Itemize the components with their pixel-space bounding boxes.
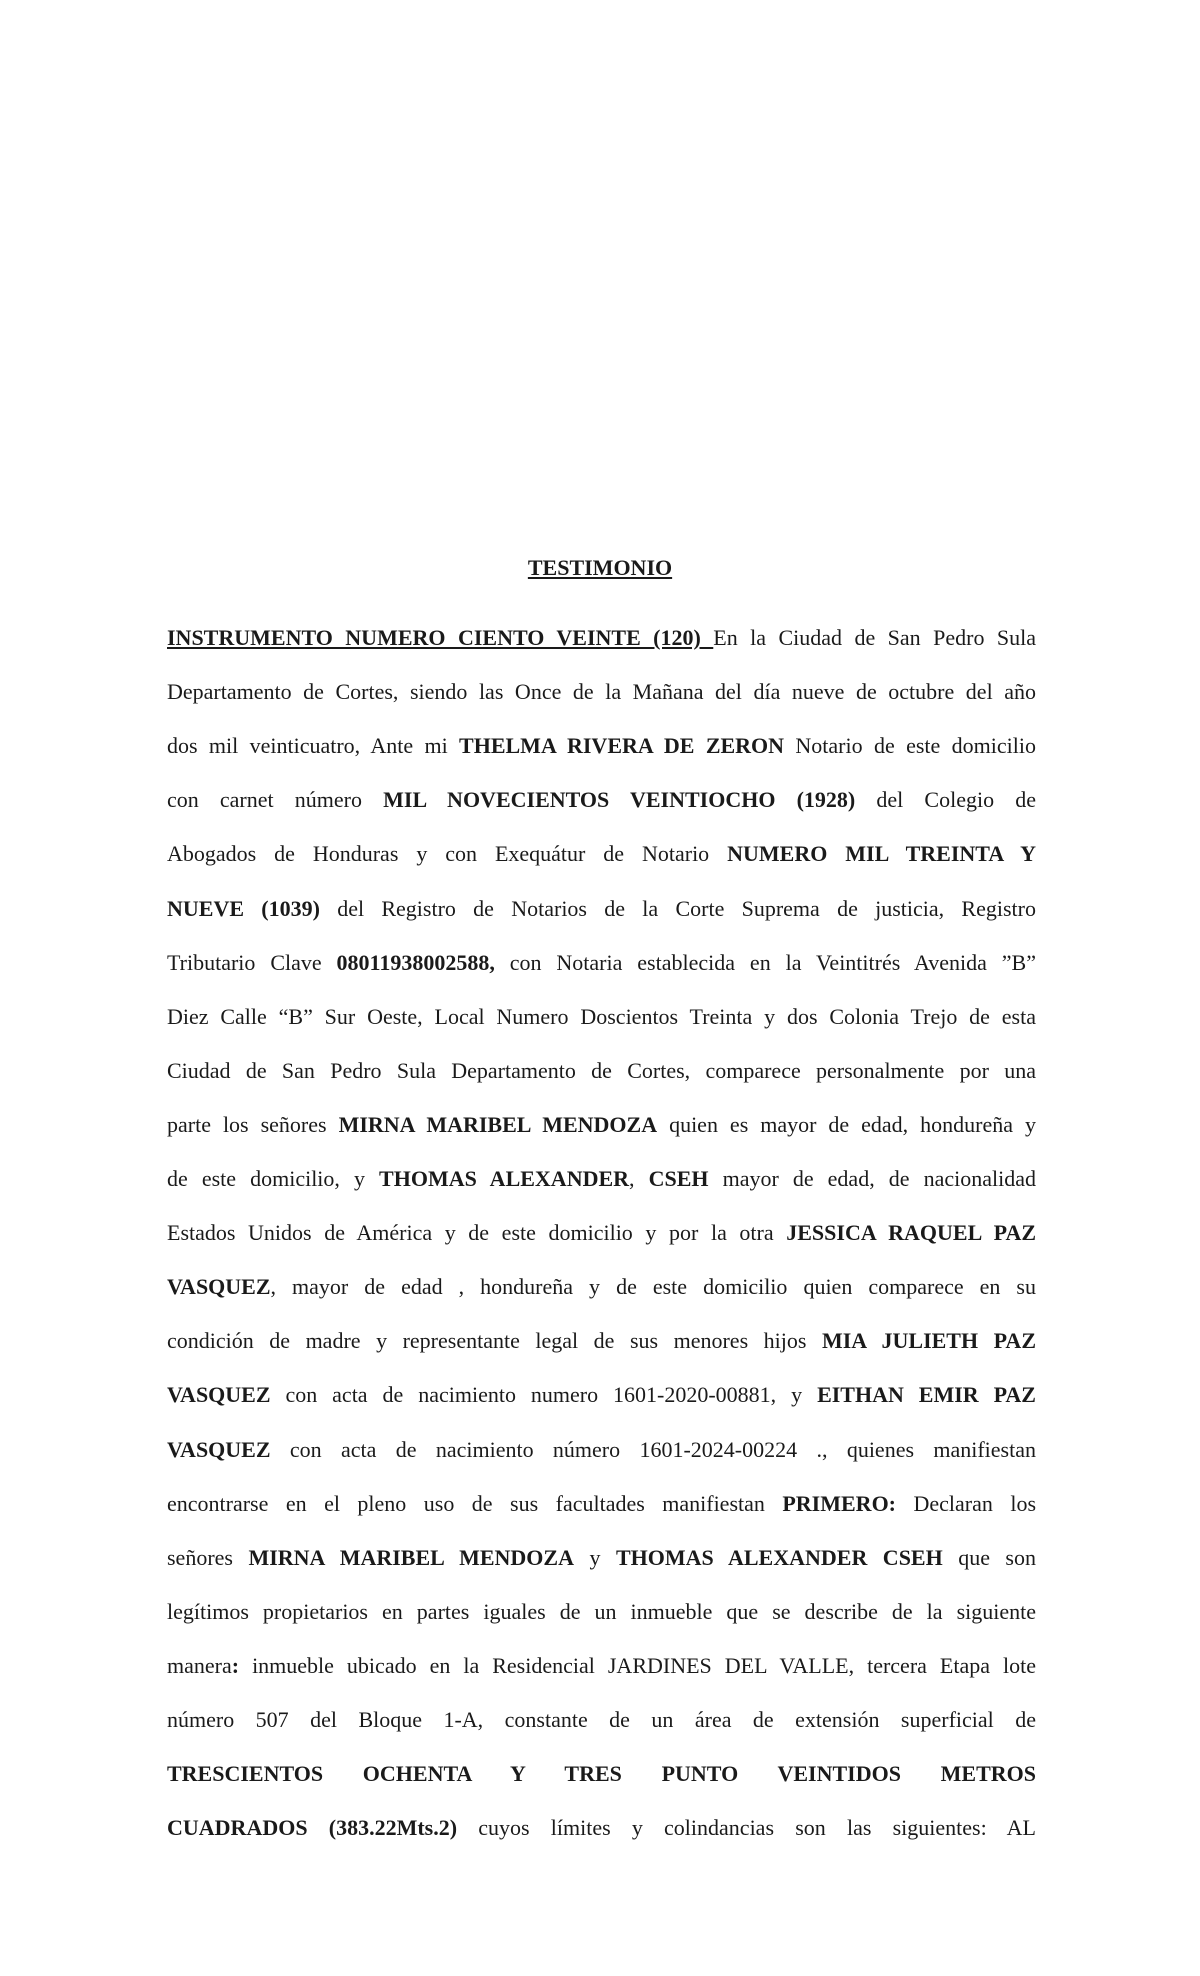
text-segment: con acta de nacimiento número 1601-2024-00224 ., quienes manifiestan (270, 1437, 1036, 1462)
text-line (167, 676, 1036, 708)
text-segment: del Colegio de (855, 787, 1036, 812)
bold-text: NUMERO MIL TREINTA Y (727, 841, 1036, 866)
bold-text: EITHAN EMIR PAZ (817, 1382, 1036, 1407)
text-line (167, 1055, 1036, 1087)
text-segment: parte los señores (167, 1112, 339, 1137)
text-line (167, 1109, 1036, 1141)
text-line (167, 1704, 1036, 1736)
bold-text: MIL NOVECIENTOS VEINTIOCHO (1928) (383, 787, 856, 812)
text-segment: con acta de nacimiento numero 1601-2020-00881, y (270, 1382, 818, 1407)
text-segment: condición de madre y representante legal de sus menores hijos (167, 1328, 822, 1353)
text-segment: del Registro de Notarios de la Corte Suprema de justicia, Registro (319, 896, 1036, 921)
document-title: TESTIMONIO (527, 555, 673, 580)
bold-text: MIA JULIETH PAZ (821, 1328, 1036, 1353)
bold-text: CSEH (648, 1166, 709, 1191)
text-segment: con Notaria establecida en la Veintitrés Avenida ”B” (494, 950, 1036, 975)
text-line (167, 838, 1036, 870)
bold-text: PRIMERO: (782, 1491, 897, 1516)
bold-text: : (231, 1653, 240, 1678)
bold-text: VASQUEZ (167, 1274, 271, 1299)
text-segment: manera (167, 1653, 232, 1678)
text-line (167, 1812, 1036, 1844)
bold-text: THOMAS ALEXANDER CSEH (615, 1545, 943, 1570)
text-line (167, 1542, 1036, 1574)
text-line (167, 622, 1036, 654)
text-line (167, 1650, 1036, 1682)
bold-text: CUADRADOS (383.22Mts.2) (167, 1815, 458, 1840)
text-line (167, 1325, 1036, 1357)
text-line (167, 1001, 1036, 1033)
text-line (167, 730, 1036, 762)
text-line (167, 1163, 1036, 1195)
bold-text: THELMA RIVERA DE ZERON (459, 733, 785, 758)
text-segment: Diez Calle “B” Sur Oeste, Local Numero Doscientos Treinta y dos Colonia Trejo de esta (167, 1004, 1036, 1029)
text-segment: , (629, 1166, 649, 1191)
text-segment: encontrarse en el pleno uso de sus facultades manifiestan (167, 1491, 783, 1516)
text-segment: señores (167, 1545, 249, 1570)
text-segment: Tributario Clave (167, 950, 337, 975)
bold-text: THOMAS ALEXANDER (379, 1166, 630, 1191)
text-segment: mayor de edad, de nacionalidad (708, 1166, 1036, 1191)
text-segment: Departamento de Cortes, siendo las Once de la Mañana del día nueve de octubre del año (167, 679, 1036, 704)
text-line (167, 1434, 1036, 1466)
bold-text: NUEVE (1039) (167, 896, 320, 921)
text-segment: con carnet número (167, 787, 384, 812)
text-line (167, 1379, 1036, 1411)
text-line (167, 1271, 1036, 1303)
text-segment: En la Ciudad de San Pedro Sula (713, 625, 1036, 650)
text-segment: , mayor de edad , hondureña y de este domicilio quien comparece en su (270, 1274, 1036, 1299)
text-segment: Abogados de Honduras y con Exequátur de Notario (167, 841, 728, 866)
text-line (167, 1596, 1036, 1628)
text-line (167, 1758, 1036, 1790)
bold-text: INSTRUMENTO NUMERO CIENTO VEINTE (120) (167, 625, 714, 650)
text-segment: dos mil veinticuatro, Ante mi (167, 733, 460, 758)
text-segment: quien es mayor de edad, hondureña y (657, 1112, 1036, 1137)
bold-text: VASQUEZ (167, 1382, 271, 1407)
text-line (167, 947, 1036, 979)
text-line (167, 893, 1036, 925)
text-segment: número 507 del Bloque 1-A, constante de un área de extensión superficial de (167, 1707, 1036, 1732)
text-line (167, 784, 1036, 816)
text-line (167, 1217, 1036, 1249)
text-segment: cuyos límites y colindancias son las siguientes: AL (457, 1815, 1036, 1840)
bold-text: VASQUEZ (167, 1437, 271, 1462)
text-segment: de este domicilio, y (167, 1166, 380, 1191)
text-segment: legítimos propietarios en partes iguales de un inmueble que se describe de la siguiente (167, 1599, 1036, 1624)
text-segment: Ciudad de San Pedro Sula Departamento de Cortes, comparece personalmente por una (167, 1058, 1036, 1083)
text-segment: Notario de este domicilio (784, 733, 1036, 758)
bold-text: TRESCIENTOS OCHENTA Y TRES PUNTO VEINTIDOS METROS (167, 1761, 1036, 1786)
text-segment: Estados Unidos de América y de este domicilio y por la otra (167, 1220, 787, 1245)
text-segment: inmueble ubicado en la Residencial JARDINES DEL VALLE, tercera Etapa lote (239, 1653, 1036, 1678)
text-segment: Declaran los (896, 1491, 1036, 1516)
text-line (167, 1488, 1036, 1520)
text-segment: y (573, 1545, 616, 1570)
text-segment: que son (942, 1545, 1036, 1570)
bold-text: 08011938002588, (336, 950, 495, 975)
bold-text: MIRNA MARIBEL MENDOZA (248, 1545, 574, 1570)
bold-text: MIRNA MARIBEL MENDOZA (338, 1112, 658, 1137)
bold-text: JESSICA RAQUEL PAZ (786, 1220, 1036, 1245)
